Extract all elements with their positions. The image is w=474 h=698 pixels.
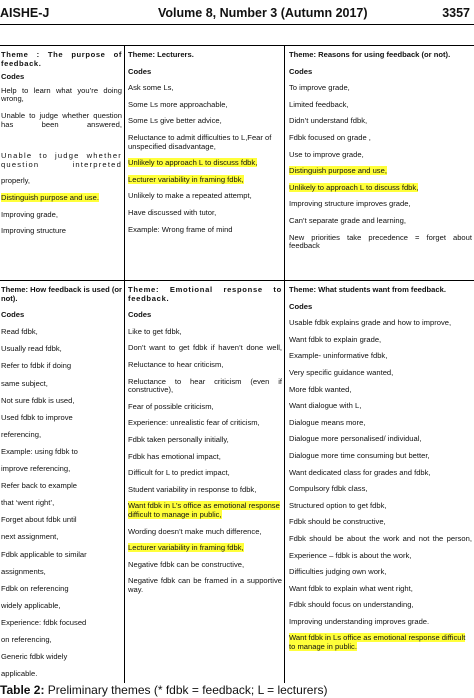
code-item: Forget about fdbk until xyxy=(1,515,77,525)
code-item-highlighted: Lecturer variability in framing fdbk, xyxy=(128,543,244,553)
code-item-highlighted: Unlikely to approach L to discuss fdbk, xyxy=(289,182,419,192)
cell-reasons-for-using-feedback xyxy=(289,51,472,251)
code-item-highlighted: Want fdbk in L’s office as emotional response difficult to manage in public, xyxy=(128,501,280,519)
code-item: Usable fdbk explains grade and how to improve, xyxy=(289,318,452,328)
code-item: Unable to judge whether question has been answered, xyxy=(1,110,122,129)
cell-title: Theme: Reasons for using feedback (or not). xyxy=(289,50,451,59)
cell-title: Theme: Emotional response to feedback. xyxy=(128,285,282,303)
code-item: To improve grade, xyxy=(289,83,350,93)
code-item: Fdbk focused on grade , xyxy=(289,132,371,142)
journal-name: AISHE-J xyxy=(0,6,50,20)
code-item: that ‘went right’, xyxy=(1,498,55,508)
code-item: applicable. xyxy=(1,669,38,679)
code-item: Reluctance to admit difficulties to L,Fear of unspecified disadvantage, xyxy=(128,132,272,151)
code-item: Unable to judge whether question interpreted xyxy=(1,151,122,169)
code-item-highlighted: Lecturer variability in framing fdbk, xyxy=(128,174,244,184)
code-item: Reluctance to hear criticism, xyxy=(128,359,224,369)
code-item: Structured option to get fdbk, xyxy=(289,500,387,510)
code-item: same subject, xyxy=(1,378,48,388)
code-item: Fdbk should focus on understanding, xyxy=(289,600,414,610)
code-item-highlighted: Distinguish purpose and use. xyxy=(1,192,99,202)
code-item: next assignment, xyxy=(1,532,59,542)
code-item: Fdbk taken personally initially, xyxy=(128,434,229,444)
code-item: Want fdbk to explain grade, xyxy=(289,334,382,344)
code-item: properly, xyxy=(1,176,30,186)
code-item: Dialogue means more, xyxy=(289,417,366,427)
codes-label: Codes xyxy=(1,310,25,320)
code-item: Want dialogue with L, xyxy=(289,401,362,411)
code-item: Some Ls give better advice, xyxy=(128,116,222,126)
code-item: Dialogue more personalised/ individual, xyxy=(289,434,422,444)
code-item: Negative fdbk can be constructive, xyxy=(128,559,245,569)
code-item: Example: using fdbk to xyxy=(1,446,78,456)
codes-label: Codes xyxy=(128,66,152,76)
cell-title: Theme : The purpose of feedback. xyxy=(1,50,122,68)
code-item: Like to get fdbk, xyxy=(128,326,182,336)
code-item: Some Ls more approachable, xyxy=(128,99,228,109)
volume-info: Volume 8, Number 3 (Autumn 2017) xyxy=(158,6,368,20)
code-item: Example- uninformative fdbk, xyxy=(289,351,388,361)
cell-emotional-response xyxy=(128,286,282,594)
code-item: improve referencing, xyxy=(1,464,71,474)
cell-title: Theme: Lecturers. xyxy=(128,50,194,59)
code-item: Fdbk should be constructive, xyxy=(289,517,386,527)
code-item: Improving structure xyxy=(1,226,66,236)
header-rule xyxy=(0,24,474,25)
code-item-highlighted: Unlikely to approach L to discuss fdbk, xyxy=(128,158,258,168)
code-item: Use to improve grade, xyxy=(289,149,364,159)
cell-title: Theme: How feedback is used (or not). xyxy=(1,285,122,303)
code-item: Didn’t understand fdbk, xyxy=(289,116,368,126)
code-item: Refer back to example xyxy=(1,481,77,491)
page-header xyxy=(0,0,474,24)
code-item: Want dedicated class for grades and fdbk, xyxy=(289,467,431,477)
code-item: widely applicable, xyxy=(1,600,61,610)
code-item: Fear of possible criticism, xyxy=(128,401,214,411)
code-item: More fdbk wanted, xyxy=(289,384,352,394)
cell-what-students-want xyxy=(289,286,472,652)
code-item: Have discussed with tutor, xyxy=(128,207,217,217)
cell-title: Theme: What students want from feedback. xyxy=(289,285,446,294)
cell-lecturers xyxy=(128,51,282,234)
code-item: Want fdbk to explain what went right, xyxy=(289,583,413,593)
code-item: New priorities take precedence = forget about feedback xyxy=(289,232,472,251)
code-item: Dialogue more time consuming but better, xyxy=(289,450,430,460)
code-item: Fdbk should be about the work and not the person, xyxy=(289,533,472,543)
caption-text: Preliminary themes (* fdbk = feedback; L = lecturers) xyxy=(44,683,328,697)
code-item: Unlikely to make a repeated attempt, xyxy=(128,191,252,201)
column-divider-2 xyxy=(284,45,285,683)
code-item: Limited feedback, xyxy=(289,99,349,109)
code-item: referencing, xyxy=(1,429,42,439)
cell-purpose-of-feedback xyxy=(1,51,122,236)
code-item-highlighted: Want fdbk in Ls office as emotional response difficult to manage in public. xyxy=(289,633,466,652)
code-item: Refer to fdbk if doing xyxy=(1,361,72,371)
code-item: Very specific guidance wanted, xyxy=(289,367,394,377)
code-item: Wording doesn’t make much difference, xyxy=(128,526,262,536)
code-item-highlighted: Distinguish purpose and use, xyxy=(289,166,387,176)
code-item: Negative fdbk can be framed in a supportive way. xyxy=(128,576,282,594)
code-item: Not sure fdbk is used, xyxy=(1,395,75,405)
table-row-divider xyxy=(0,280,474,281)
code-item: Compulsory fdbk class, xyxy=(289,484,368,494)
code-item: Example: Wrong frame of mind xyxy=(128,224,233,234)
page-number: 3357 xyxy=(442,6,470,20)
code-item: Reluctance to hear criticism (even if constructive), xyxy=(128,376,282,395)
code-item: Usually read fdbk, xyxy=(1,344,62,354)
code-item: Experience – fdbk is about the work, xyxy=(289,550,412,560)
code-item: Don’t want to get fdbk if haven’t done well, xyxy=(128,343,282,353)
code-item: Experience: unrealistic fear of criticism, xyxy=(128,418,260,428)
codes-label: Codes xyxy=(1,72,25,82)
code-item: Fdbk on referencing xyxy=(1,583,69,593)
code-item: Difficulties judging own work, xyxy=(289,567,387,577)
codes-label: Codes xyxy=(289,301,313,311)
table-top-border xyxy=(0,45,474,46)
code-item: Fdbk applicable to similar xyxy=(1,549,87,559)
code-item: Student variability in response to fdbk, xyxy=(128,484,257,494)
code-item: Can’t separate grade and learning, xyxy=(289,215,406,225)
code-item: Fdbk has emotional impact, xyxy=(128,451,221,461)
cell-how-feedback-is-used xyxy=(1,286,122,679)
code-item: Experience: fdbk focused xyxy=(1,617,87,627)
code-item: Improving structure improves grade, xyxy=(289,199,411,209)
codes-label: Codes xyxy=(128,310,152,320)
caption-label: Table 2: xyxy=(0,683,45,697)
code-item: Improving grade, xyxy=(1,209,58,219)
code-item: Difficult for L to predict impact, xyxy=(128,468,230,478)
code-item: Generic fdbk widely xyxy=(1,652,68,662)
code-item: assignments, xyxy=(1,566,46,576)
code-item: Help to learn what you’re doing wrong, xyxy=(1,85,122,104)
code-item: Read fdbk, xyxy=(1,327,38,337)
code-item: Used fdbk to improve xyxy=(1,412,73,422)
codes-label: Codes xyxy=(289,66,313,76)
code-item: Ask some Ls, xyxy=(128,83,174,93)
column-divider-1 xyxy=(124,45,125,683)
code-item: on referencing, xyxy=(1,634,52,644)
code-item: Improving understanding improves grade. xyxy=(289,616,430,626)
table-caption xyxy=(0,683,327,697)
